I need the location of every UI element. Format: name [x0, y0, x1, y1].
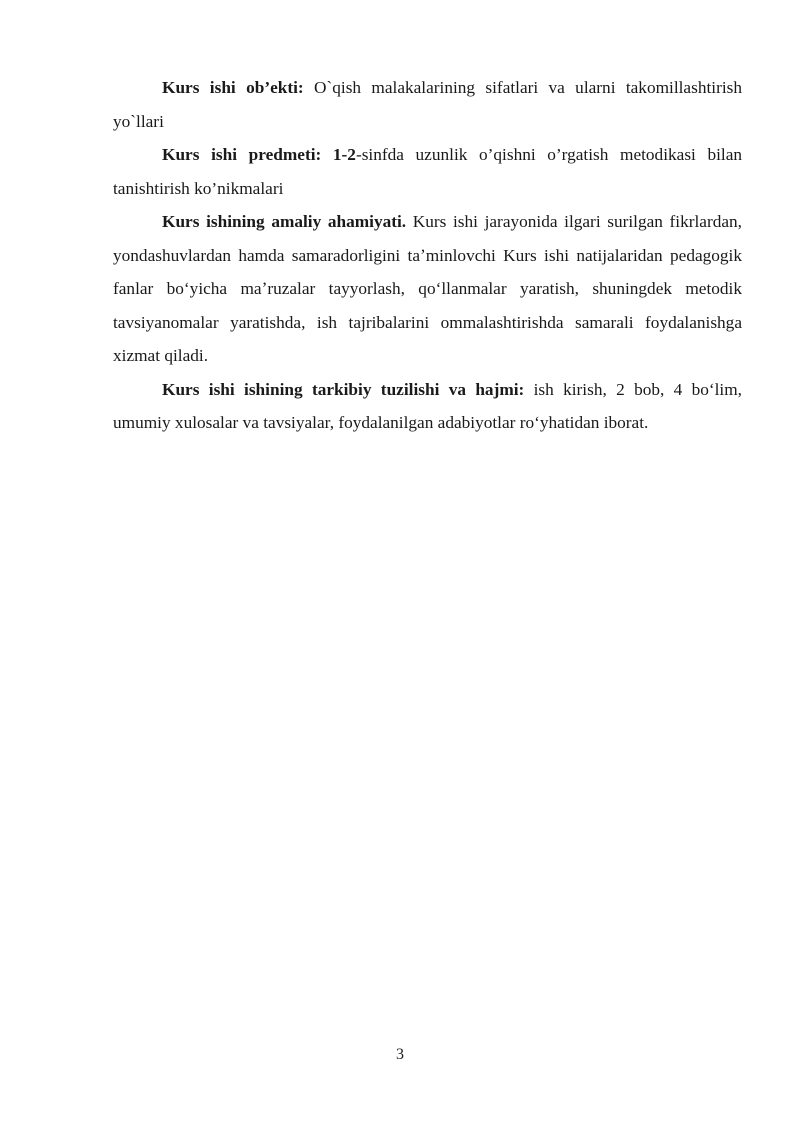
paragraph-subject-text: -sinfda uzunlik o’qishni o’rgatish metodikasi bilan tanishtirish ko’nikmalari [113, 145, 743, 198]
paragraph-subject [113, 138, 742, 205]
paragraph-practical-significance-heading: Kurs ishining amaliy ahamiyati. [162, 212, 407, 231]
page-body [113, 71, 742, 440]
paragraph-structure-heading: Kurs ishi ishining tarkibiy tuzilishi va hajmi: [162, 379, 525, 399]
paragraph-subject-grade: 1-2 [321, 145, 356, 164]
paragraph-practical-significance [113, 205, 742, 373]
paragraph-object-heading: Kurs ishi ob’ekti: [162, 78, 304, 97]
paragraph-object [113, 71, 742, 138]
page-number: 3 [396, 1046, 404, 1063]
paragraph-object-text: O`qish malakalarining sifatlari va ularni takomillashtirish yo`llari [113, 78, 742, 131]
paragraph-structure [113, 373, 742, 440]
paragraph-structure-text: ish kirish, 2 bob, 4 bo‘lim, umumiy xulosalar va tavsiyalar, foydalanilgan adabiyotlar ro‘yhatidan iborat. [113, 379, 742, 432]
paragraph-practical-significance-text: Kurs ishi jarayonida ilgari surilgan fikrlardan, yondashuvlardan hamda samaradorligini taʼminlovchi Kurs ishi natijalaridan pedagogik fanlar bo‘yicha maʼruzalar tayyorlash, qo‘llanmalar yaratish, shuningdek metodik tavsiyanomalar yaratishda, ish tajribalarini ommalashtirishda samarali foydalanishga xizmat qiladi. [113, 212, 743, 365]
paragraph-subject-heading: Kurs ishi predmeti: [162, 145, 322, 164]
